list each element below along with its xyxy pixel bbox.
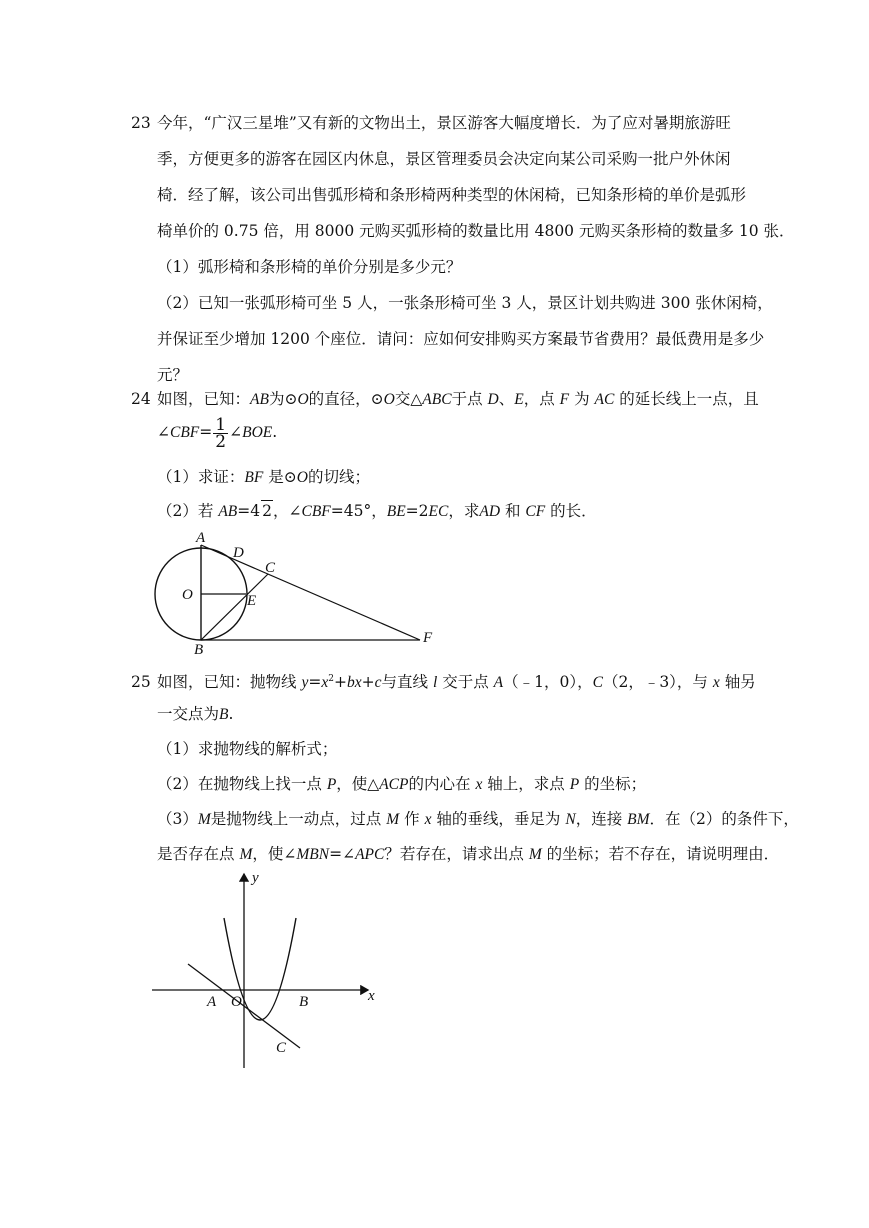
- q24-line-1: 24 如图，已知：AB为⊙O的直径，⊙O交△ABC于点 D、E，点 F 为 AC 的延长线上一点，且: [131, 390, 759, 408]
- label-o: O: [182, 587, 193, 603]
- q23-line-4: 椅单价的 0.75 倍，用 8000 元购买弧形椅的数量比用 4800 元购买条形椅的数量多 10 张．: [157, 222, 795, 240]
- q23-part-2-line-3: 元？: [157, 366, 189, 384]
- label-y: y: [252, 870, 259, 886]
- label-f: F: [423, 630, 433, 646]
- fraction-one-half: $\frac{1}{2}$: [215, 414, 227, 452]
- q24-part-2: （2）若 AB=4 2，∠CBF=45°，BE=2EC，求AD 和 CF 的长．: [157, 502, 597, 520]
- q23-line-2: 季，方便更多的游客在园区内休息，景区管理委员会决定向某公司采购一批户外休闲: [157, 150, 731, 168]
- q25-part-3-line-1: （3）M是抛物线上一动点，过点 M 作 x 轴的垂线，垂足为 N，连接 BM．在（2）的条件下，: [157, 810, 799, 828]
- q25-line-1: 25 如图，已知：抛物线 $y=x^2+bx+c$与直线 l 交于点 A（﹣1，0），C（2，﹣3），与 x 轴另: [131, 673, 756, 692]
- q25-line-2: 一交点为B.: [157, 705, 234, 723]
- label-c: C: [265, 560, 276, 576]
- q23-part-2-line-1: （2）已知一张弧形椅可坐 5 人，一张条形椅可坐 3 人，景区计划共购进 300 张休闲椅，: [157, 294, 773, 312]
- label-e: E: [247, 593, 257, 609]
- label-b: B: [299, 994, 309, 1010]
- q23-line-3: 椅．经了解，该公司出售弧形椅和条形椅两种类型的休闲椅，已知条形椅的单价是弧形: [157, 186, 747, 204]
- q23-part-2-line-2: 并保证至少增加 1200 个座位．请问：应如何安排购买方案最节省费用？最低费用是多少: [157, 330, 765, 348]
- label-o: O: [231, 994, 242, 1010]
- q24-line-2: ∠CBF= $\frac{1}{2}$ ∠BOE.: [157, 414, 278, 452]
- label-x: x: [368, 988, 375, 1004]
- question-number: 25: [131, 673, 151, 692]
- label-a: A: [207, 994, 217, 1010]
- q25-part-2: （2）在抛物线上找一点 P，使△ACP的内心在 x 轴上，求点 P 的坐标；: [157, 775, 647, 793]
- label-b: B: [194, 642, 204, 658]
- q23-line-1: 23 今年，“广汉三星堆”又有新的文物出土，景区游客大幅度增长．为了应对暑期旅游旺: [131, 114, 731, 132]
- sqrt-two: 2: [262, 502, 272, 520]
- label-a: A: [196, 530, 206, 546]
- q24-part-1: （1）求证：BF 是⊙O的切线；: [157, 468, 370, 486]
- question-number: 24: [131, 390, 151, 408]
- question-number: 23: [131, 114, 151, 132]
- q24-geometry-figure: [150, 530, 450, 660]
- q25-part-3-line-2: 是否存在点 M，使∠MBN=∠APC？若存在，请求出点 M 的坐标；若不存在，请说明理由．: [157, 845, 780, 863]
- q25-part-1: （1）求抛物线的解析式；: [157, 740, 338, 758]
- segment-bc: [201, 574, 268, 640]
- label-c: C: [276, 1040, 287, 1056]
- q25-coordinate-figure: [150, 870, 390, 1070]
- q23-part-1: （1）弧形椅和条形椅的单价分别是多少元？: [157, 258, 462, 276]
- label-d: D: [233, 545, 244, 561]
